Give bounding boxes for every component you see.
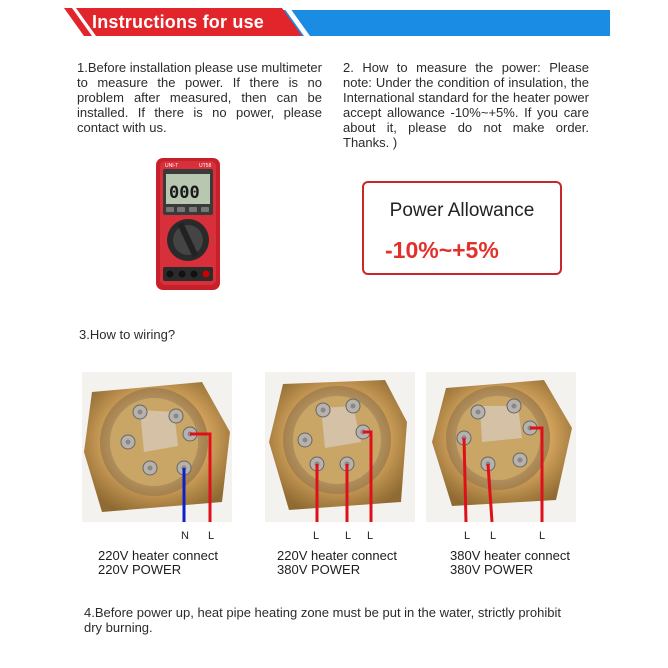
- heater-image-2: [265, 372, 415, 527]
- power-allowance-title: Power Allowance: [389, 200, 535, 221]
- caption-line: 380V POWER: [450, 562, 534, 577]
- caption-line: 220V heater connect: [277, 548, 397, 563]
- wire-label-n: N: [181, 530, 189, 542]
- meter-reading: 000: [169, 183, 200, 203]
- wiring-caption-3: [450, 549, 570, 577]
- wire-label-l: L: [464, 530, 471, 542]
- power-allowance-value: -10%~+5%: [385, 237, 499, 263]
- wire-label-l: L: [313, 530, 320, 542]
- step4-text: 4.Before power up, heat pipe heating zone must be put in the water, strictly prohibit dry burning.: [84, 605, 561, 635]
- power-allowance-box: [362, 181, 562, 275]
- wire-label-l: L: [539, 530, 546, 542]
- step2-text: 2. How to measure the power: Please note: Under the condition of insulation, the International standard for the heater power accept allowance -10%~+5%. If you care about it, please do not make order. Thanks. ): [343, 60, 589, 150]
- wire-label-l: L: [490, 530, 497, 542]
- caption-line: 380V heater connect: [450, 548, 570, 563]
- wire-label-l: L: [208, 530, 215, 542]
- step3-text: 3.How to wiring?: [79, 327, 176, 342]
- caption-line: 220V POWER: [98, 562, 182, 577]
- heater-image-3: [426, 372, 576, 527]
- wire-label-l: L: [345, 530, 352, 542]
- wiring-caption-2: [277, 549, 397, 577]
- heater-image-1: [82, 372, 232, 527]
- multimeter-image: [155, 157, 221, 296]
- caption-line: 220V heater connect: [98, 548, 218, 563]
- meter-model: UT58: [199, 163, 212, 169]
- banner-title: Instructions for use: [92, 12, 265, 32]
- caption-line: 380V POWER: [277, 562, 361, 577]
- wire-label-l: L: [367, 530, 374, 542]
- meter-brand: UNI-T: [165, 163, 179, 169]
- wiring-caption-1: [98, 549, 218, 577]
- step1-text: 1.Before installation please use multimeter to measure the power. If there is no problem after measured, then can be installed. If there is no power, please contact with us.: [77, 60, 322, 135]
